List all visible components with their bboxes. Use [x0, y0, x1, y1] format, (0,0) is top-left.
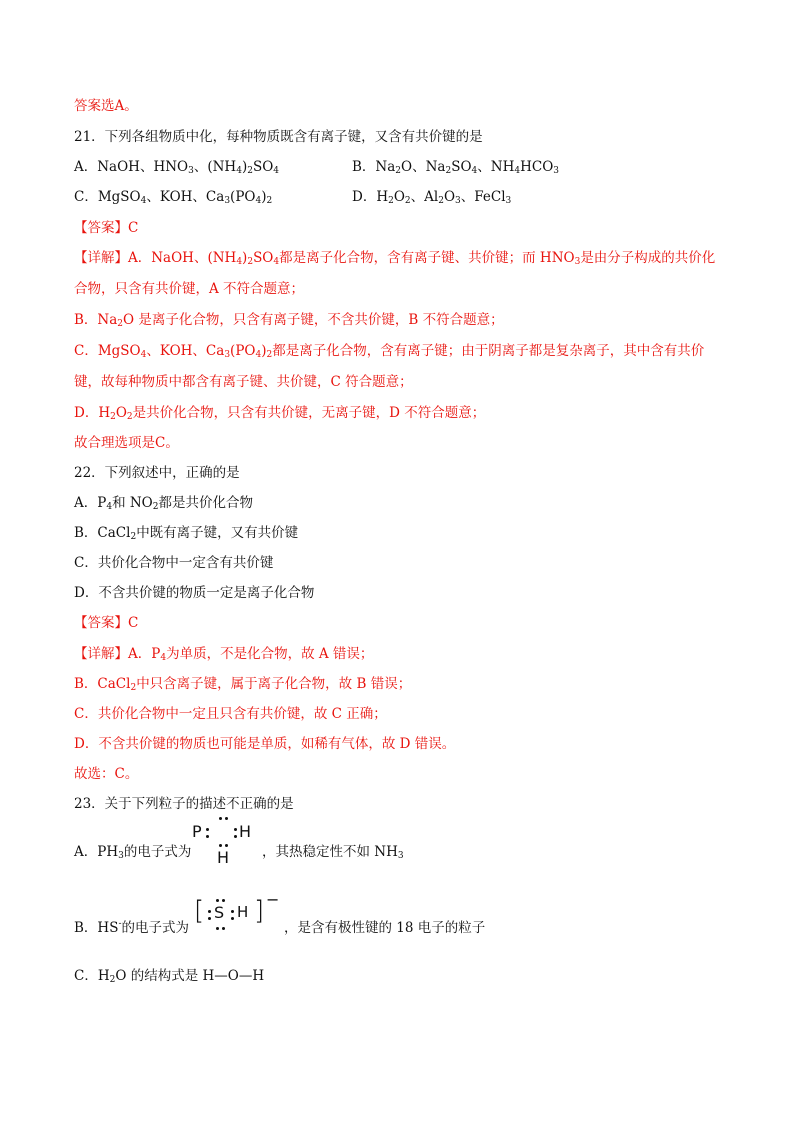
- question-21-conclusion: 故合理选项是C。: [74, 435, 179, 451]
- question-22-answer: 【答案】C: [74, 615, 139, 631]
- question-22-option-a: A．$P_4$和 $NO_2$都是共价化合物: [74, 495, 253, 512]
- hs-electron-formula: [194, 890, 280, 938]
- question-21-explanation-5: 键，故每种物质中都含有离子键、共价键，C 符合题意；: [74, 374, 413, 390]
- question-22-conclusion: 故选：C。: [74, 766, 139, 782]
- ph3-bottom-h: H: [217, 848, 230, 867]
- right-bracket: ]: [254, 896, 265, 926]
- ph3-right-h: H: [239, 822, 252, 841]
- question-21-explanation-6: D．$H_2O_2$是共价化合物，只含有共价键，无离子键，D 不符合题意；: [74, 405, 486, 422]
- question-23-option-b-suffix: ，是含有极性键的 18 电子的粒子: [284, 920, 486, 936]
- ph3-left-h: P: [192, 822, 202, 841]
- question-21-option-b: B．$Na_2O$、$Na_2SO_4$、$NH_4HCO_3$: [352, 159, 559, 176]
- question-21-option-c: C．MgSO$_4$、KOH、$Ca_3(PO_4)_2$: [74, 189, 273, 206]
- question-22-option-d: D．不含共价键的物质一定是离子化合物: [74, 585, 315, 601]
- electron-dot: [234, 828, 237, 831]
- question-22-option-c: C．共价化合物中一定含有共价键: [74, 555, 274, 571]
- question-23-stem: 23．关于下列粒子的描述不正确的是: [74, 796, 294, 812]
- question-22-explanation-1: 【详解】A．$P_4$为单质，不是化合物，故 A 错误；: [74, 646, 374, 663]
- question-21-explanation-3: B．$Na_2O$ 是离子化合物，只含有离子键，不含共价键，B 不符合题意；: [74, 312, 504, 329]
- electron-dot: [234, 835, 237, 838]
- ph3-electron-formula: [190, 822, 260, 872]
- electron-dot: [216, 927, 219, 930]
- prev-answer-line: 答案选A。: [74, 98, 138, 114]
- electron-dot: [219, 817, 222, 820]
- question-21-option-a: A．NaOH、$HNO_3$、$(NH_4)_2SO_4$: [74, 159, 280, 176]
- electron-dot: [206, 828, 209, 831]
- electron-dot: [208, 910, 211, 913]
- electron-dot: [225, 817, 228, 820]
- question-21-explanation-2: 合物，只含有共价键，A 不符合题意；: [74, 281, 305, 297]
- question-21-stem: 21．下列各组物质中化，每种物质既含有离子键，又含有共价键的是: [74, 129, 483, 145]
- question-22-stem: 22．下列叙述中，正确的是: [74, 465, 240, 481]
- question-21-option-d: D．$H_2O_2$、$Al_2O_3$、FeCl$_3$: [352, 189, 512, 206]
- question-21-explanation-1: 【详解】A．NaOH、$(NH_4)_2SO_4$都是离子化合物，含有离子键、共价键；而 $HNO_3$是由分子构成的共价化: [74, 250, 716, 267]
- question-22-option-b: B．CaCl$_2$中既有离子键，又有共价键: [74, 525, 299, 542]
- electron-dot: [225, 844, 228, 847]
- left-bracket: [: [194, 896, 205, 926]
- electron-dot: [231, 910, 234, 913]
- electron-dot: [222, 927, 225, 930]
- question-23-option-a-prefix: A．$PH_3$的电子式为: [74, 844, 192, 861]
- question-21-answer: 【答案】C: [74, 220, 139, 236]
- question-23-option-a-suffix: ，其热稳定性不如 $NH_3$: [262, 844, 404, 861]
- question-22-explanation-3: C．共价化合物中一定且只含有共价键，故 C 正确；: [74, 706, 387, 722]
- electron-dot: [208, 917, 211, 920]
- electron-dot: [206, 835, 209, 838]
- electron-dot: [231, 917, 234, 920]
- question-23-option-c: C．$H_2O$ 的结构式是 H—O—H: [74, 968, 265, 985]
- question-21-explanation-4: C．MgSO$_4$、KOH、$Ca_3(PO_4)_2$都是离子化合物，含有离子键；由于阴离子都是复杂离子，其中含有共价: [74, 343, 705, 360]
- hs-hydrogen: H: [237, 903, 249, 921]
- question-22-explanation-4: D．不含共价键的物质也可能是单质，如稀有气体，故 D 错误。: [74, 736, 456, 752]
- charge-sign: −: [266, 890, 280, 909]
- question-23-option-b-prefix: B．HS-的电子式为: [74, 919, 189, 936]
- electron-dot: [216, 899, 219, 902]
- electron-dot: [222, 899, 225, 902]
- electron-dot: [219, 844, 222, 847]
- question-22-explanation-2: B．CaCl$_2$中只含离子键，属于离子化合物，故 B 错误；: [74, 676, 412, 693]
- hs-sulfur: S: [214, 903, 225, 922]
